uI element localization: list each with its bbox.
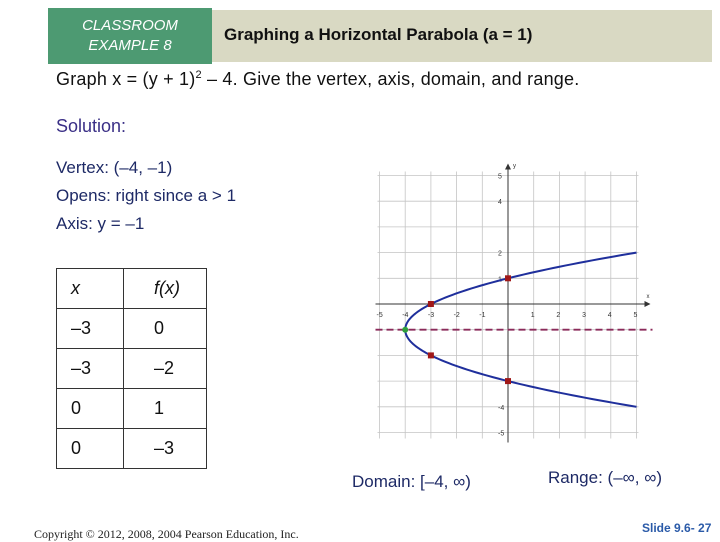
copyright: Copyright © 2012, 2008, 2004 Pearson Education, Inc. <box>34 527 299 541</box>
data-point <box>428 301 434 307</box>
y-axis-label: y <box>513 163 516 170</box>
table-cell: 0 <box>57 389 124 429</box>
y-tick-label: -5 <box>498 430 505 438</box>
table-cell: –3 <box>57 309 124 349</box>
x-tick-label: -3 <box>427 312 435 319</box>
y-tick-label: 5 <box>498 173 502 181</box>
table-cell: –3 <box>57 349 124 389</box>
table-row <box>57 349 207 389</box>
table-row <box>57 389 207 429</box>
values-table <box>56 268 207 469</box>
classroom-example-badge <box>48 8 212 64</box>
table-cell: –2 <box>124 349 207 389</box>
problem-text-before: Graph x = (y + 1) <box>56 69 196 89</box>
parabola-graph <box>370 160 660 450</box>
range-text: Range: (–∞, ∞) <box>548 468 663 487</box>
table-cell: –3 <box>124 429 207 469</box>
x-tick-label: -4 <box>402 312 409 319</box>
vertex-line: Vertex: (–4, –1) <box>56 158 173 177</box>
problem-exponent: 2 <box>195 69 202 81</box>
badge-line-1: CLASSROOM <box>82 17 178 34</box>
x-axis-label: x <box>646 294 650 300</box>
y-tick-label: 1 <box>498 276 502 284</box>
y-axis-arrow <box>505 164 511 170</box>
domain-text: Domain: [–4, ∞) <box>352 472 471 491</box>
badge-line-2: EXAMPLE 8 <box>88 37 172 54</box>
table-cell: 0 <box>124 309 207 349</box>
x-tick-label: 1 <box>530 312 535 319</box>
x-tick-label: 3 <box>582 312 587 319</box>
data-point <box>505 275 511 281</box>
solution-label: Solution: <box>56 116 127 136</box>
table-row <box>57 429 207 469</box>
table-cell: 1 <box>124 389 207 429</box>
x-tick-label: -1 <box>479 312 486 319</box>
data-point <box>505 378 511 384</box>
problem-statement <box>56 69 579 90</box>
x-axis-arrow <box>645 301 651 307</box>
y-tick-label: 4 <box>498 199 502 207</box>
problem-text-after: – 4. Give the vertex, axis, domain, and range. <box>201 69 580 89</box>
table-header-x: x <box>57 269 124 309</box>
title-bar <box>212 10 712 62</box>
y-tick-label: 2 <box>498 250 502 258</box>
x-tick-label: 5 <box>633 312 638 319</box>
opens-line: Opens: right since a > 1 <box>56 186 237 205</box>
vertex-point <box>402 327 408 333</box>
table-row <box>57 309 207 349</box>
axis-line: Axis: y = –1 <box>56 214 145 233</box>
slide-title: Graphing a Horizontal Parabola (a = 1) <box>224 25 533 44</box>
y-tick-label: -4 <box>498 404 505 412</box>
x-tick-label: -2 <box>453 312 460 319</box>
table-header-fx: f(x) <box>124 269 207 309</box>
x-tick-label: 2 <box>556 312 561 319</box>
table-header-row <box>57 269 207 309</box>
data-point <box>428 352 434 358</box>
slide-number: Slide 9.6- 27 <box>642 521 712 535</box>
table-cell: 0 <box>57 429 124 469</box>
x-tick-label: 4 <box>607 312 612 319</box>
x-tick-label: -5 <box>376 312 383 319</box>
